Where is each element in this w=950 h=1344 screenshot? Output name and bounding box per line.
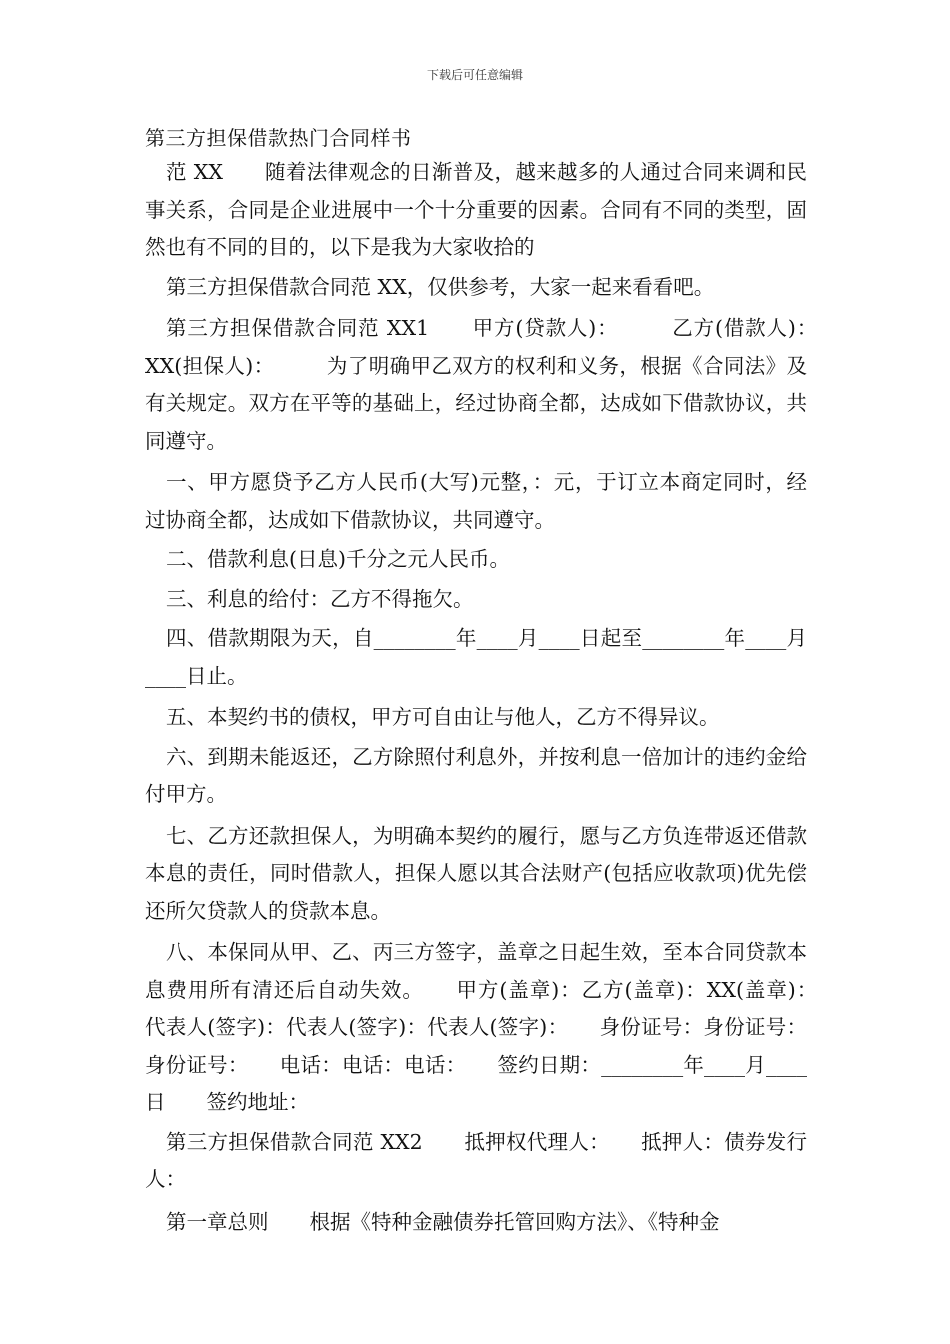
paragraph-intro: 范 XX 随着法律观念的日渐普及，越来越多的人通过合同来调和民事关系，合同是企业进展中一个十分重要的因素。合同有不同的类型，固然也有不同的目的，以下是我为大家收拾的 xyxy=(145,160,807,259)
clause-7: 七、乙方还款担保人，为明确本契约的履行，愿与乙方负连带返还借款本息的责任，同时借款人，担保人愿以其合法财产(包括应收款项)优先偿还所欠贷款人的贷款本息。 xyxy=(145,823,807,923)
chapter-1-general: 第一章总则 根据《特种金融债券托管回购方法》、《特种金 xyxy=(166,1209,720,1234)
clause-3: 三、利息的给付：乙方不得拖欠。 xyxy=(166,586,474,611)
clause-1: 一、甲方愿贷予乙方人民币(大写)元整，：元，于订立本商定同时，经过协商全都，达成如下借款协议，共同遵守。 xyxy=(145,470,807,532)
document-title: 第三方担保借款热门合同样书 xyxy=(145,126,412,150)
page-header: 下载后可任意编辑 xyxy=(426,68,523,82)
clause-6: 六、到期未能返还，乙方除照付利息外，并按利息一倍加计的违约金给付甲方。 xyxy=(145,744,807,806)
clause-2: 二、借款利息(日息)千分之元人民币。 xyxy=(166,547,510,571)
clause-5: 五、本契约书的债权，甲方可自由让与他人，乙方不得异议。 xyxy=(166,705,720,729)
document-body xyxy=(145,154,848,1241)
paragraph-contract-2-parties: 第三方担保借款合同范 XX2 抵押权代理人： 抵押人：债券发行人： xyxy=(145,1129,807,1191)
paragraph-contract-1-parties: 第三方担保借款合同范 XX1 甲方(贷款人)： 乙方(借款人)： XX(担保人)： 为了明确甲乙双方的权利和义务，根据《合同法》及有关规定。双方在平等的基础上，经过协商全都，达成如下借款协议，共同遵守。 xyxy=(145,316,848,453)
clause-8-signatures: 八、本保同从甲、乙、丙三方签字，盖章之日起生效，至本合同贷款本息费用所有清还后自动失效。 甲方(盖章)：乙方(盖章)：XX(盖章)： 代表人(签字)：代表人(签字)：代表人(签字)： 身份证号：身份证号：身份证号： 电话：电话：电话： 签约日期：________年____月____日 签约地址： xyxy=(145,940,848,1114)
clause-4: 四、借款期限为天，自________年____月____日起至________年____月____日止。 xyxy=(145,626,807,688)
paragraph-intro-end: 第三方担保借款合同范 XX，仅供参考，大家一起来看看吧。 xyxy=(166,274,715,299)
